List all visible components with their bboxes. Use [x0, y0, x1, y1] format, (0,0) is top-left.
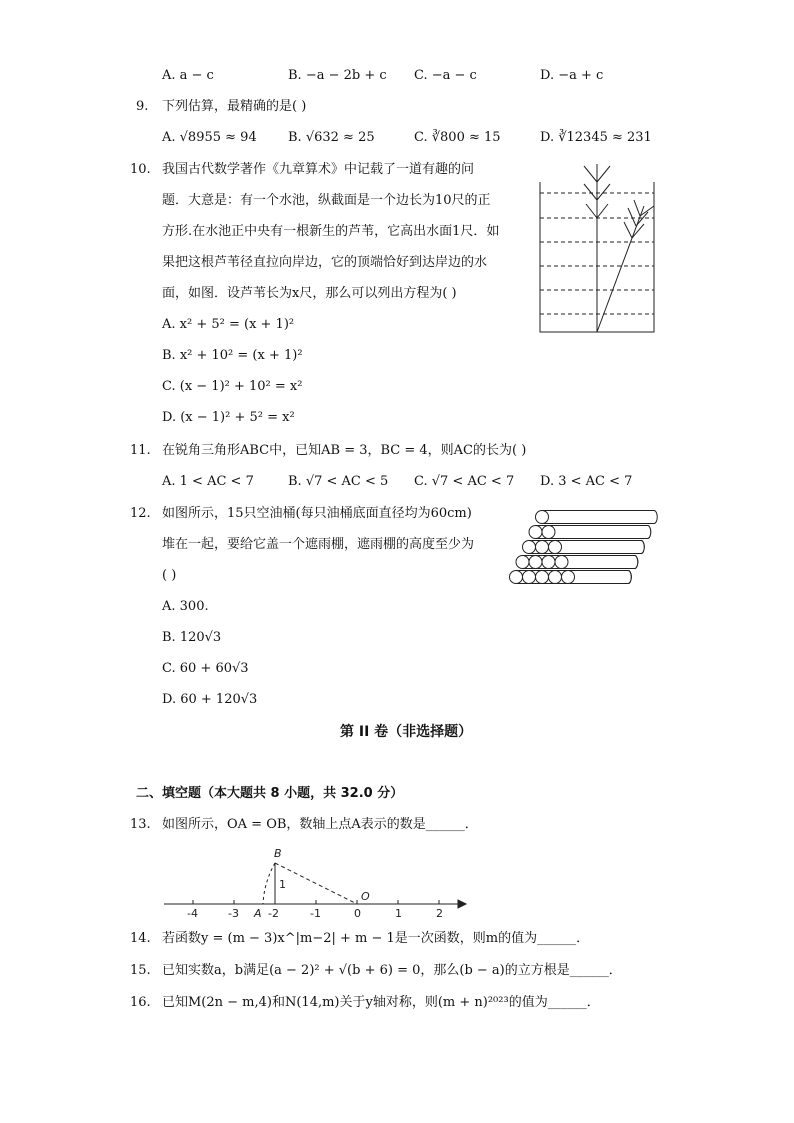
barrel-body	[555, 541, 644, 554]
barrel-body	[562, 556, 638, 569]
tick-label-neg4: -4	[187, 907, 198, 920]
tick-label-0: 0	[354, 907, 361, 920]
q12-option-b: B. 120√3	[162, 630, 222, 645]
barrel-body	[542, 511, 657, 524]
q10-line-2: 题．大意是：有一个水池，纵截面是一个边长为10尺的正	[162, 193, 491, 208]
tick-label-neg2: -2	[268, 907, 279, 920]
tick-label-1: 1	[395, 907, 402, 920]
q15-stem: 已知实数a，b满足(a − 2)² + √(b + 6) = 0，那么(b − a)的立方根是______．	[162, 963, 622, 978]
tick-label-neg3: -3	[228, 907, 239, 920]
q12-line-1: 如图所示，15只空油桶(每只油桶底面直径均为60cm)	[162, 506, 472, 521]
q11-number: 11.	[130, 443, 151, 458]
label-b: B	[274, 847, 282, 860]
segment-ob	[275, 863, 357, 904]
q12-option-a: A. 300.	[162, 599, 209, 614]
q9-stem: 下列估算，最精确的是( )	[162, 99, 307, 114]
q10-line-3: 方形.在水池正中央有一根新生的芦苇，它高出水面1尺．如	[162, 224, 500, 239]
tick-label-neg1: -1	[310, 907, 321, 920]
q15-number: 15.	[130, 963, 151, 978]
label-o: O	[361, 890, 370, 903]
label-a: A	[254, 907, 262, 920]
barrel-end	[529, 556, 542, 569]
q8-option-b: B. −a − 2b + c	[288, 68, 387, 83]
q8-option-d: D. −a + c	[540, 68, 604, 83]
q9-option-a: A. √8955 ≈ 94	[162, 130, 257, 145]
section2-heading: 二、填空题（本大题共 8 小题，共 32.0 分）	[136, 786, 404, 801]
q11-option-b: B. √7 < AC < 5	[288, 474, 389, 489]
q16-number: 16.	[130, 995, 151, 1010]
q9-number: 9.	[136, 99, 149, 114]
barrel-body	[568, 571, 631, 584]
q10-option-b: B. x² + 10² = (x + 1)²	[162, 348, 303, 363]
q10-option-a: A. x² + 5² = (x + 1)²	[162, 317, 295, 332]
barrel-end	[523, 541, 536, 554]
part2-title: 第 II 卷（非选择题）	[340, 724, 473, 740]
q10-number: 10.	[130, 162, 151, 177]
barrel-end	[536, 541, 549, 554]
q11-stem: 在锐角三角形ABC中，已知AB = 3，BC = 4，则AC的长为( )	[162, 443, 527, 458]
arc-ba	[263, 863, 275, 904]
axis-ticks	[193, 900, 439, 904]
barrel-end	[549, 571, 562, 584]
q8-option-a: A. a − c	[162, 68, 214, 83]
q12-line-2: 堆在一起，要给它盖一个遮雨棚，遮雨棚的高度至少为	[162, 537, 475, 552]
q9-option-b: B. √632 ≈ 25	[288, 130, 375, 145]
q10-line-1: 我国古代数学著作《九章算术》中记载了一道有趣的问	[162, 162, 475, 177]
q14-number: 14.	[130, 931, 151, 946]
barrel-end	[549, 541, 562, 554]
pond-reed-figure	[536, 160, 660, 338]
barrel-body	[549, 526, 651, 539]
q14-stem: 若函数y = (m − 3)x^|m−2| + m − 1是一次函数，则m的值为______．	[162, 931, 590, 946]
q11-option-a: A. 1 < AC < 7	[162, 474, 254, 489]
q16-stem: 已知M(2n − m,4)和N(14,m)关于y轴对称，则(m + n)²⁰²³的值为______．	[162, 995, 600, 1010]
tick-label-2: 2	[436, 907, 443, 920]
q12-line-3: ( )	[162, 568, 177, 583]
barrel-end	[536, 571, 549, 584]
q12-option-c: C. 60 + 60√3	[162, 661, 249, 676]
q11-option-c: C. √7 < AC < 7	[414, 474, 515, 489]
q13-number: 13.	[130, 817, 151, 832]
barrel-end	[542, 556, 555, 569]
barrel-end	[510, 571, 523, 584]
barrel-end	[523, 571, 536, 584]
q12-number: 12.	[130, 506, 151, 521]
number-line-figure	[160, 842, 472, 920]
barrel-end	[536, 511, 549, 524]
barrel-end	[529, 526, 542, 539]
barrel-end	[542, 526, 555, 539]
q10-line-4: 果把这根芦苇径直拉向岸边，它的顶端恰好到达岸边的水	[162, 255, 488, 270]
q9-option-c: C. ∛800 ≈ 15	[414, 130, 501, 145]
q8-option-c: C. −a − c	[414, 68, 477, 83]
barrel-end	[562, 571, 575, 584]
label-one: 1	[279, 878, 286, 891]
barrel-end	[555, 556, 568, 569]
q10-option-d: D. (x − 1)² + 5² = x²	[162, 410, 295, 425]
axis-arrow	[458, 900, 466, 908]
q12-option-d: D. 60 + 120√3	[162, 692, 258, 707]
barrel-stack-figure	[508, 505, 664, 607]
q13-stem: 如图所示，OA = OB，数轴上点A表示的数是______．	[162, 817, 478, 832]
q10-option-c: C. (x − 1)² + 10² = x²	[162, 379, 303, 394]
q10-line-5: 面，如图．设芦苇长为x尺，那么可以列出方程为( )	[162, 286, 457, 301]
q11-option-d: D. 3 < AC < 7	[540, 474, 633, 489]
q9-option-d: D. ∛12345 ≈ 231	[540, 130, 652, 145]
barrel-end	[516, 556, 529, 569]
